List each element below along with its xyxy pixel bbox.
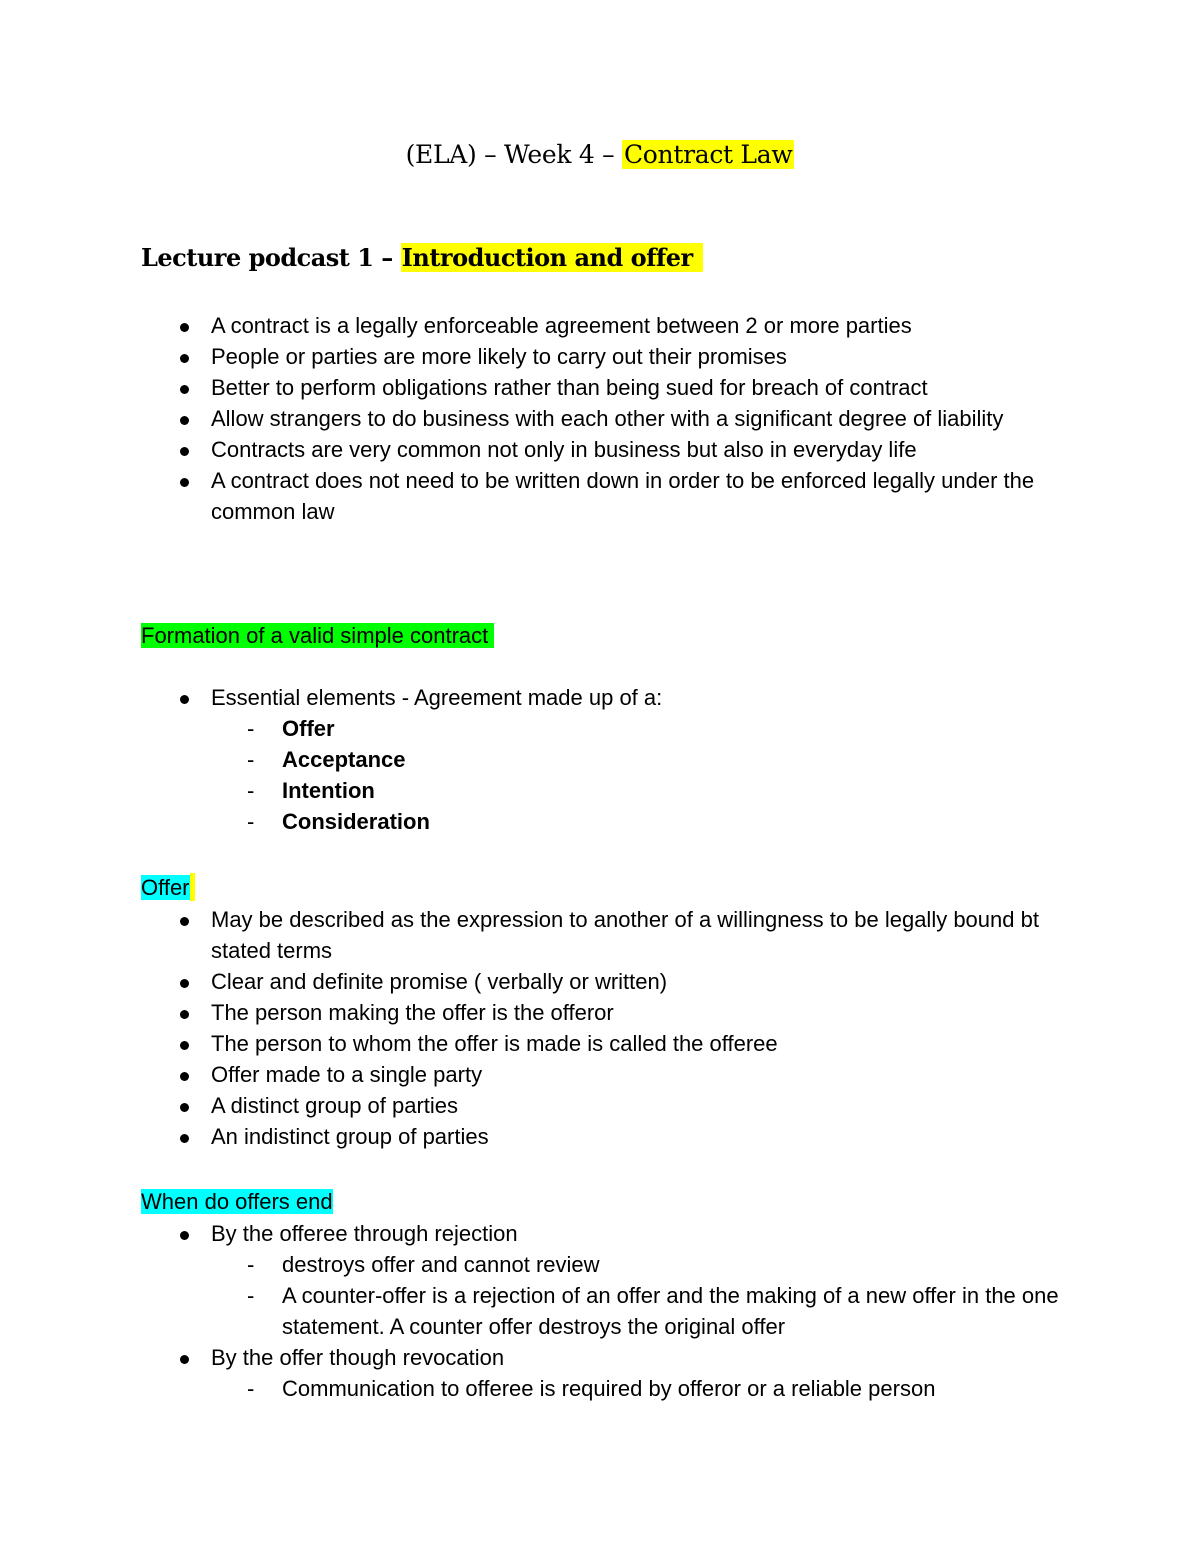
list-item: The person making the offer is the offeror [141, 997, 1061, 1028]
title-prefix: (ELA) – Week 4 – [405, 140, 622, 169]
offers-end-heading-text: When do offers end [141, 1189, 333, 1214]
title-highlight: Contract Law [623, 140, 793, 169]
dash-marker: - [247, 1283, 255, 1308]
highlight-mark [190, 873, 195, 901]
offer-heading-text: Offer [141, 875, 190, 900]
lecture-heading [141, 240, 703, 276]
list-item: Offer made to a single party [141, 1059, 1061, 1090]
formation-bullet-list [141, 682, 1061, 837]
offers-end-bullet-list [141, 1218, 1061, 1404]
element-intention: Intention [282, 778, 375, 803]
lecture-bullet-list [141, 310, 1061, 527]
dash-marker: - [247, 809, 255, 834]
offers-end-heading [141, 1186, 333, 1217]
offers-end-item-text: By the offer though revocation [211, 1345, 505, 1370]
element-consideration: Consideration [282, 809, 430, 834]
list-item: A distinct group of parties [141, 1090, 1061, 1121]
list-item: An indistinct group of parties [141, 1121, 1061, 1152]
dash-marker: - [247, 747, 255, 772]
sub-list [211, 1249, 1061, 1342]
sub-item-text: A counter-offer is a rejection of an offer and the making of a new offer in the one statement. A counter offer destroys the original offer [282, 1283, 1059, 1339]
element-offer: Offer [282, 716, 335, 741]
list-item: The person to whom the offer is made is called the offeree [141, 1028, 1061, 1059]
element-item [211, 744, 1061, 775]
element-acceptance: Acceptance [282, 747, 406, 772]
list-item: Contracts are very common not only in business but also in everyday life [141, 434, 1061, 465]
list-item: Better to perform obligations rather than being sued for breach of contract [141, 372, 1061, 403]
dash-marker: - [247, 1376, 255, 1401]
offer-heading [141, 872, 195, 903]
element-item [211, 806, 1061, 837]
list-item [141, 1218, 1061, 1342]
list-item: A contract does not need to be written down in order to be enforced legally under the common law [141, 465, 1061, 527]
formation-bullet-text: Essential elements - Agreement made up of a: [211, 685, 663, 710]
sub-item [211, 1373, 1061, 1404]
list-item [141, 682, 1061, 837]
offer-bullet-list [141, 904, 1061, 1152]
list-item: Allow strangers to do business with each other with a significant degree of liability [141, 403, 1061, 434]
list-item: May be described as the expression to another of a willingness to be legally bound bt stated terms [141, 904, 1061, 966]
dash-marker: - [247, 1252, 255, 1277]
lecture-heading-highlight: Introduction and offer [401, 243, 703, 272]
sub-item-text: destroys offer and cannot review [282, 1252, 600, 1277]
sub-list [211, 1373, 1061, 1404]
list-item: Clear and definite promise ( verbally or written) [141, 966, 1061, 997]
dash-marker: - [247, 716, 255, 741]
element-item [211, 713, 1061, 744]
formation-heading-text: Formation of a valid simple contract [141, 623, 494, 648]
dash-marker: - [247, 778, 255, 803]
lecture-heading-prefix: Lecture podcast 1 – [141, 243, 401, 272]
sub-item-text: Communication to offeree is required by offeror or a reliable person [282, 1376, 936, 1401]
formation-heading [141, 620, 494, 651]
list-item [141, 1342, 1061, 1404]
sub-item [211, 1280, 1061, 1342]
sub-item [211, 1249, 1061, 1280]
offers-end-item-text: By the offeree through rejection [211, 1221, 518, 1246]
elements-list [211, 713, 1061, 837]
document-title [0, 136, 1200, 174]
list-item: People or parties are more likely to carry out their promises [141, 341, 1061, 372]
element-item [211, 775, 1061, 806]
list-item: A contract is a legally enforceable agreement between 2 or more parties [141, 310, 1061, 341]
